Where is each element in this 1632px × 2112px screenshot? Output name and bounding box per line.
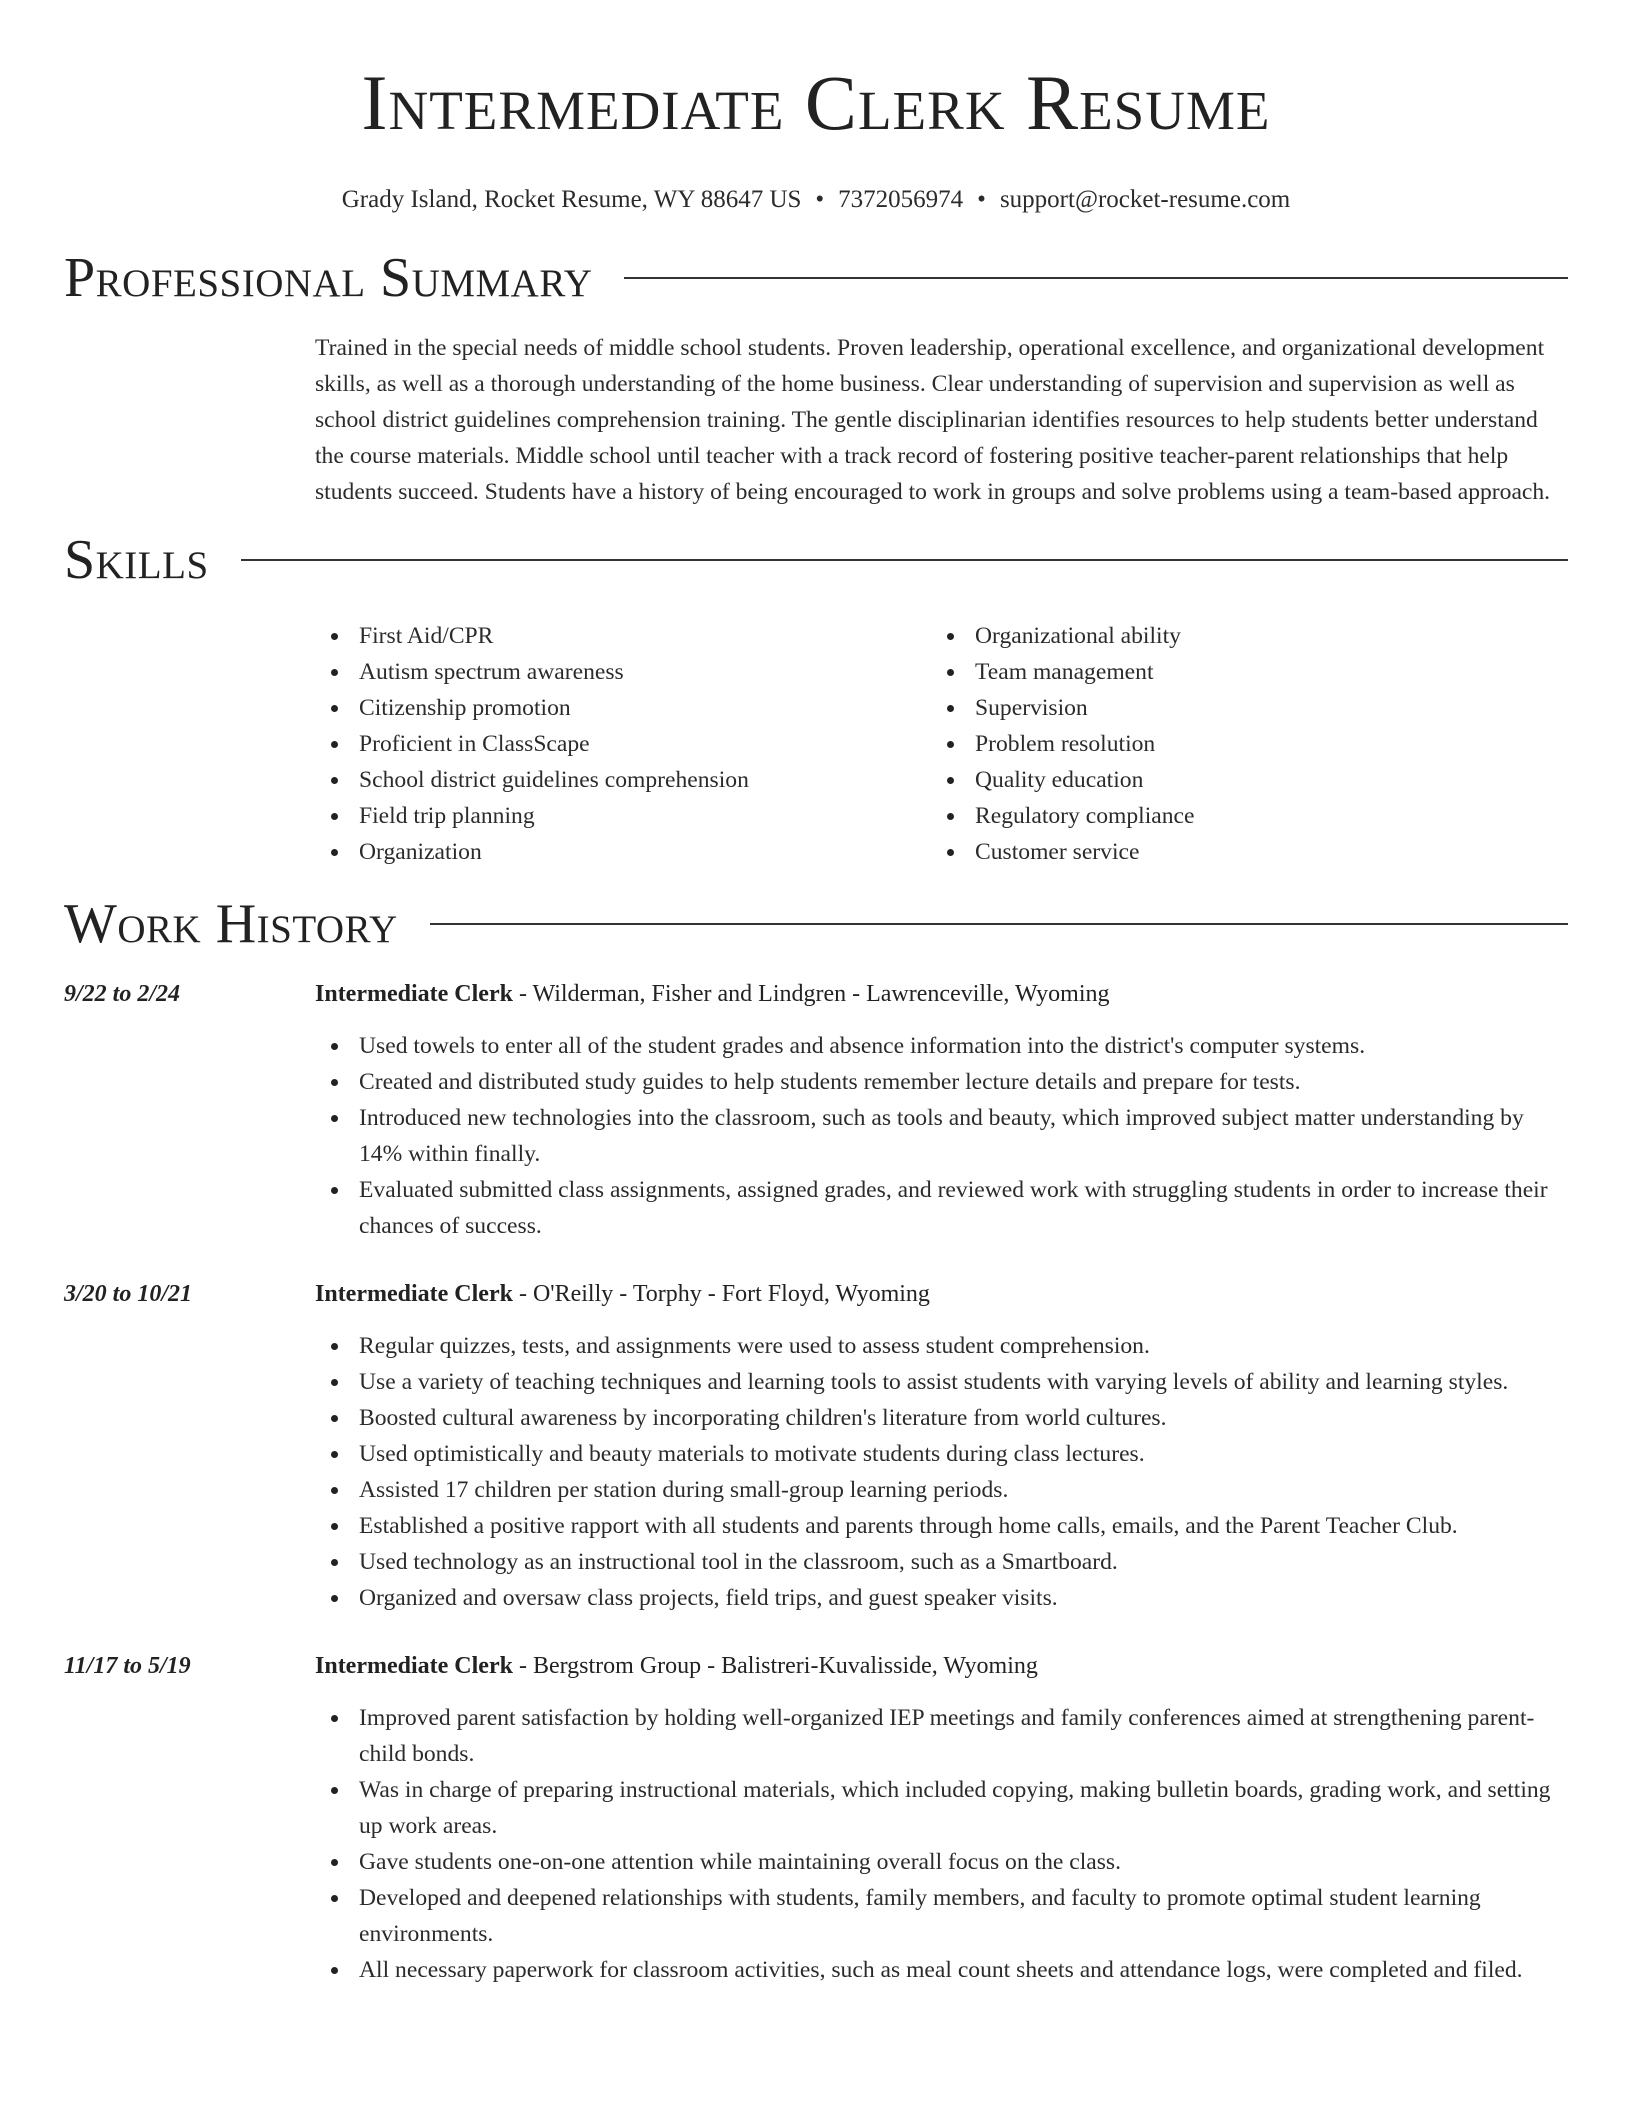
skill-item: Citizenship promotion: [315, 690, 931, 726]
contact-address: Grady Island, Rocket Resume, WY 88647 US: [341, 186, 802, 213]
skills-heading: Skills: [64, 529, 209, 591]
job-bullet: Developed and deepened relationships with students, family members, and faculty to promote optimal student learning environments.: [315, 1880, 1568, 1952]
job-entry: [64, 1276, 1568, 1616]
job-bullet: Organized and oversaw class projects, field trips, and guest speaker visits.: [315, 1580, 1568, 1616]
job-bullets: [315, 1328, 1568, 1616]
contact-separator: •: [815, 186, 825, 213]
job-heading: [315, 1648, 1568, 1684]
summary-heading: Professional Summary: [64, 247, 593, 309]
skills-column-left: [315, 618, 931, 870]
skill-item: Organization: [315, 834, 931, 870]
skill-item: School district guidelines comprehension: [315, 762, 931, 798]
section-divider: [241, 559, 1568, 561]
job-employer-location: - Bergstrom Group - Balistreri-Kuvalisside, Wyoming: [512, 1653, 1038, 1679]
contact-email: support@rocket-resume.com: [999, 186, 1291, 213]
skill-item: Field trip planning: [315, 798, 931, 834]
work-history-list: [64, 976, 1568, 1988]
section-divider: [624, 277, 1568, 279]
skill-item: Customer service: [931, 834, 1547, 870]
skill-item: First Aid/CPR: [315, 618, 931, 654]
skill-item: Organizational ability: [931, 618, 1547, 654]
job-bullets: [315, 1028, 1568, 1244]
skill-item: Autism spectrum awareness: [315, 654, 931, 690]
job-bullet: All necessary paperwork for classroom activities, such as meal count sheets and attendance logs, were completed and filed.: [315, 1952, 1568, 1988]
job-dates: 9/22 to 2/24: [64, 981, 181, 1007]
contact-phone: 7372056974: [838, 186, 964, 213]
summary-section-header: [64, 246, 1568, 310]
job-dates: 11/17 to 5/19: [64, 1653, 191, 1679]
job-body: [315, 976, 1568, 1244]
job-entry: [64, 1648, 1568, 1988]
job-bullet: Improved parent satisfaction by holding well-organized IEP meetings and family conferences aimed at strengthening parent-child bonds.: [315, 1700, 1568, 1772]
skill-item: Team management: [931, 654, 1547, 690]
job-bullet: Established a positive rapport with all students and parents through home calls, emails, and the Parent Teacher Club.: [315, 1508, 1568, 1544]
skill-item: Regulatory compliance: [931, 798, 1547, 834]
resume-title: Intermediate Clerk Resume: [361, 59, 1271, 146]
job-bullet: Gave students one-on-one attention while maintaining overall focus on the class.: [315, 1844, 1568, 1880]
job-body: [315, 1276, 1568, 1616]
skill-item: Proficient in ClassScape: [315, 726, 931, 762]
job-bullet: Regular quizzes, tests, and assignments were used to assess student comprehension.: [315, 1328, 1568, 1364]
work-section-header: [64, 892, 1568, 956]
contact-separator: •: [977, 186, 986, 213]
skills-section-header: [64, 528, 1568, 592]
job-entry: [64, 976, 1568, 1244]
work-heading: Work History: [64, 893, 398, 955]
job-title: Intermediate Clerk: [315, 1653, 513, 1679]
job-title: Intermediate Clerk: [315, 1281, 513, 1307]
job-body: [315, 1648, 1568, 1988]
job-bullet: Used towels to enter all of the student grades and absence information into the district's computer systems.: [315, 1028, 1568, 1064]
job-title: Intermediate Clerk: [315, 981, 513, 1007]
skill-item: Quality education: [931, 762, 1547, 798]
job-bullets: [315, 1700, 1568, 1988]
job-heading: [315, 976, 1568, 1012]
skills-list: [315, 618, 1568, 870]
job-bullet: Use a variety of teaching techniques and learning tools to assist students with varying levels of ability and learning styles.: [315, 1364, 1568, 1400]
job-employer-location: - Wilderman, Fisher and Lindgren - Lawrenceville, Wyoming: [512, 981, 1110, 1007]
job-bullet: Used technology as an instructional tool in the classroom, such as a Smartboard.: [315, 1544, 1568, 1580]
summary-text: Trained in the special needs of middle school students. Proven leadership, operational excellence, and organizational development skills, as well as a thorough understanding of the home business. Clear understanding of supervision and supervision as well as school district guidelines comprehension training. The gentle disciplinarian identifies resources to help students better understand the course materials. Middle school until teacher with a track record of fostering positive teacher-parent relationships that help students succeed. Students have a history of being encouraged to work in groups and solve problems using a team-based approach.: [315, 335, 1551, 505]
job-bullet: Boosted cultural awareness by incorporating children's literature from world cultures.: [315, 1400, 1568, 1436]
job-dates: 3/20 to 10/21: [64, 1281, 193, 1307]
skills-column-right: [931, 618, 1547, 870]
job-employer-location: - O'Reilly - Torphy - Fort Floyd, Wyoming: [512, 1281, 930, 1307]
contact-line: [64, 184, 1568, 216]
job-bullet: Assisted 17 children per station during small-group learning periods.: [315, 1472, 1568, 1508]
job-bullet: Was in charge of preparing instructional materials, which included copying, making bulletin boards, grading work, and setting up work areas.: [315, 1772, 1568, 1844]
skill-item: Supervision: [931, 690, 1547, 726]
job-heading: [315, 1276, 1568, 1312]
job-bullet: Evaluated submitted class assignments, assigned grades, and reviewed work with struggling students in order to increase their chances of success.: [315, 1172, 1568, 1244]
skill-item: Problem resolution: [931, 726, 1547, 762]
section-divider: [430, 923, 1568, 925]
job-bullet: Used optimistically and beauty materials to motivate students during class lectures.: [315, 1436, 1568, 1472]
job-bullet: Introduced new technologies into the classroom, such as tools and beauty, which improved subject matter understanding by 14% within finally.: [315, 1100, 1568, 1172]
job-bullet: Created and distributed study guides to help students remember lecture details and prepare for tests.: [315, 1064, 1568, 1100]
